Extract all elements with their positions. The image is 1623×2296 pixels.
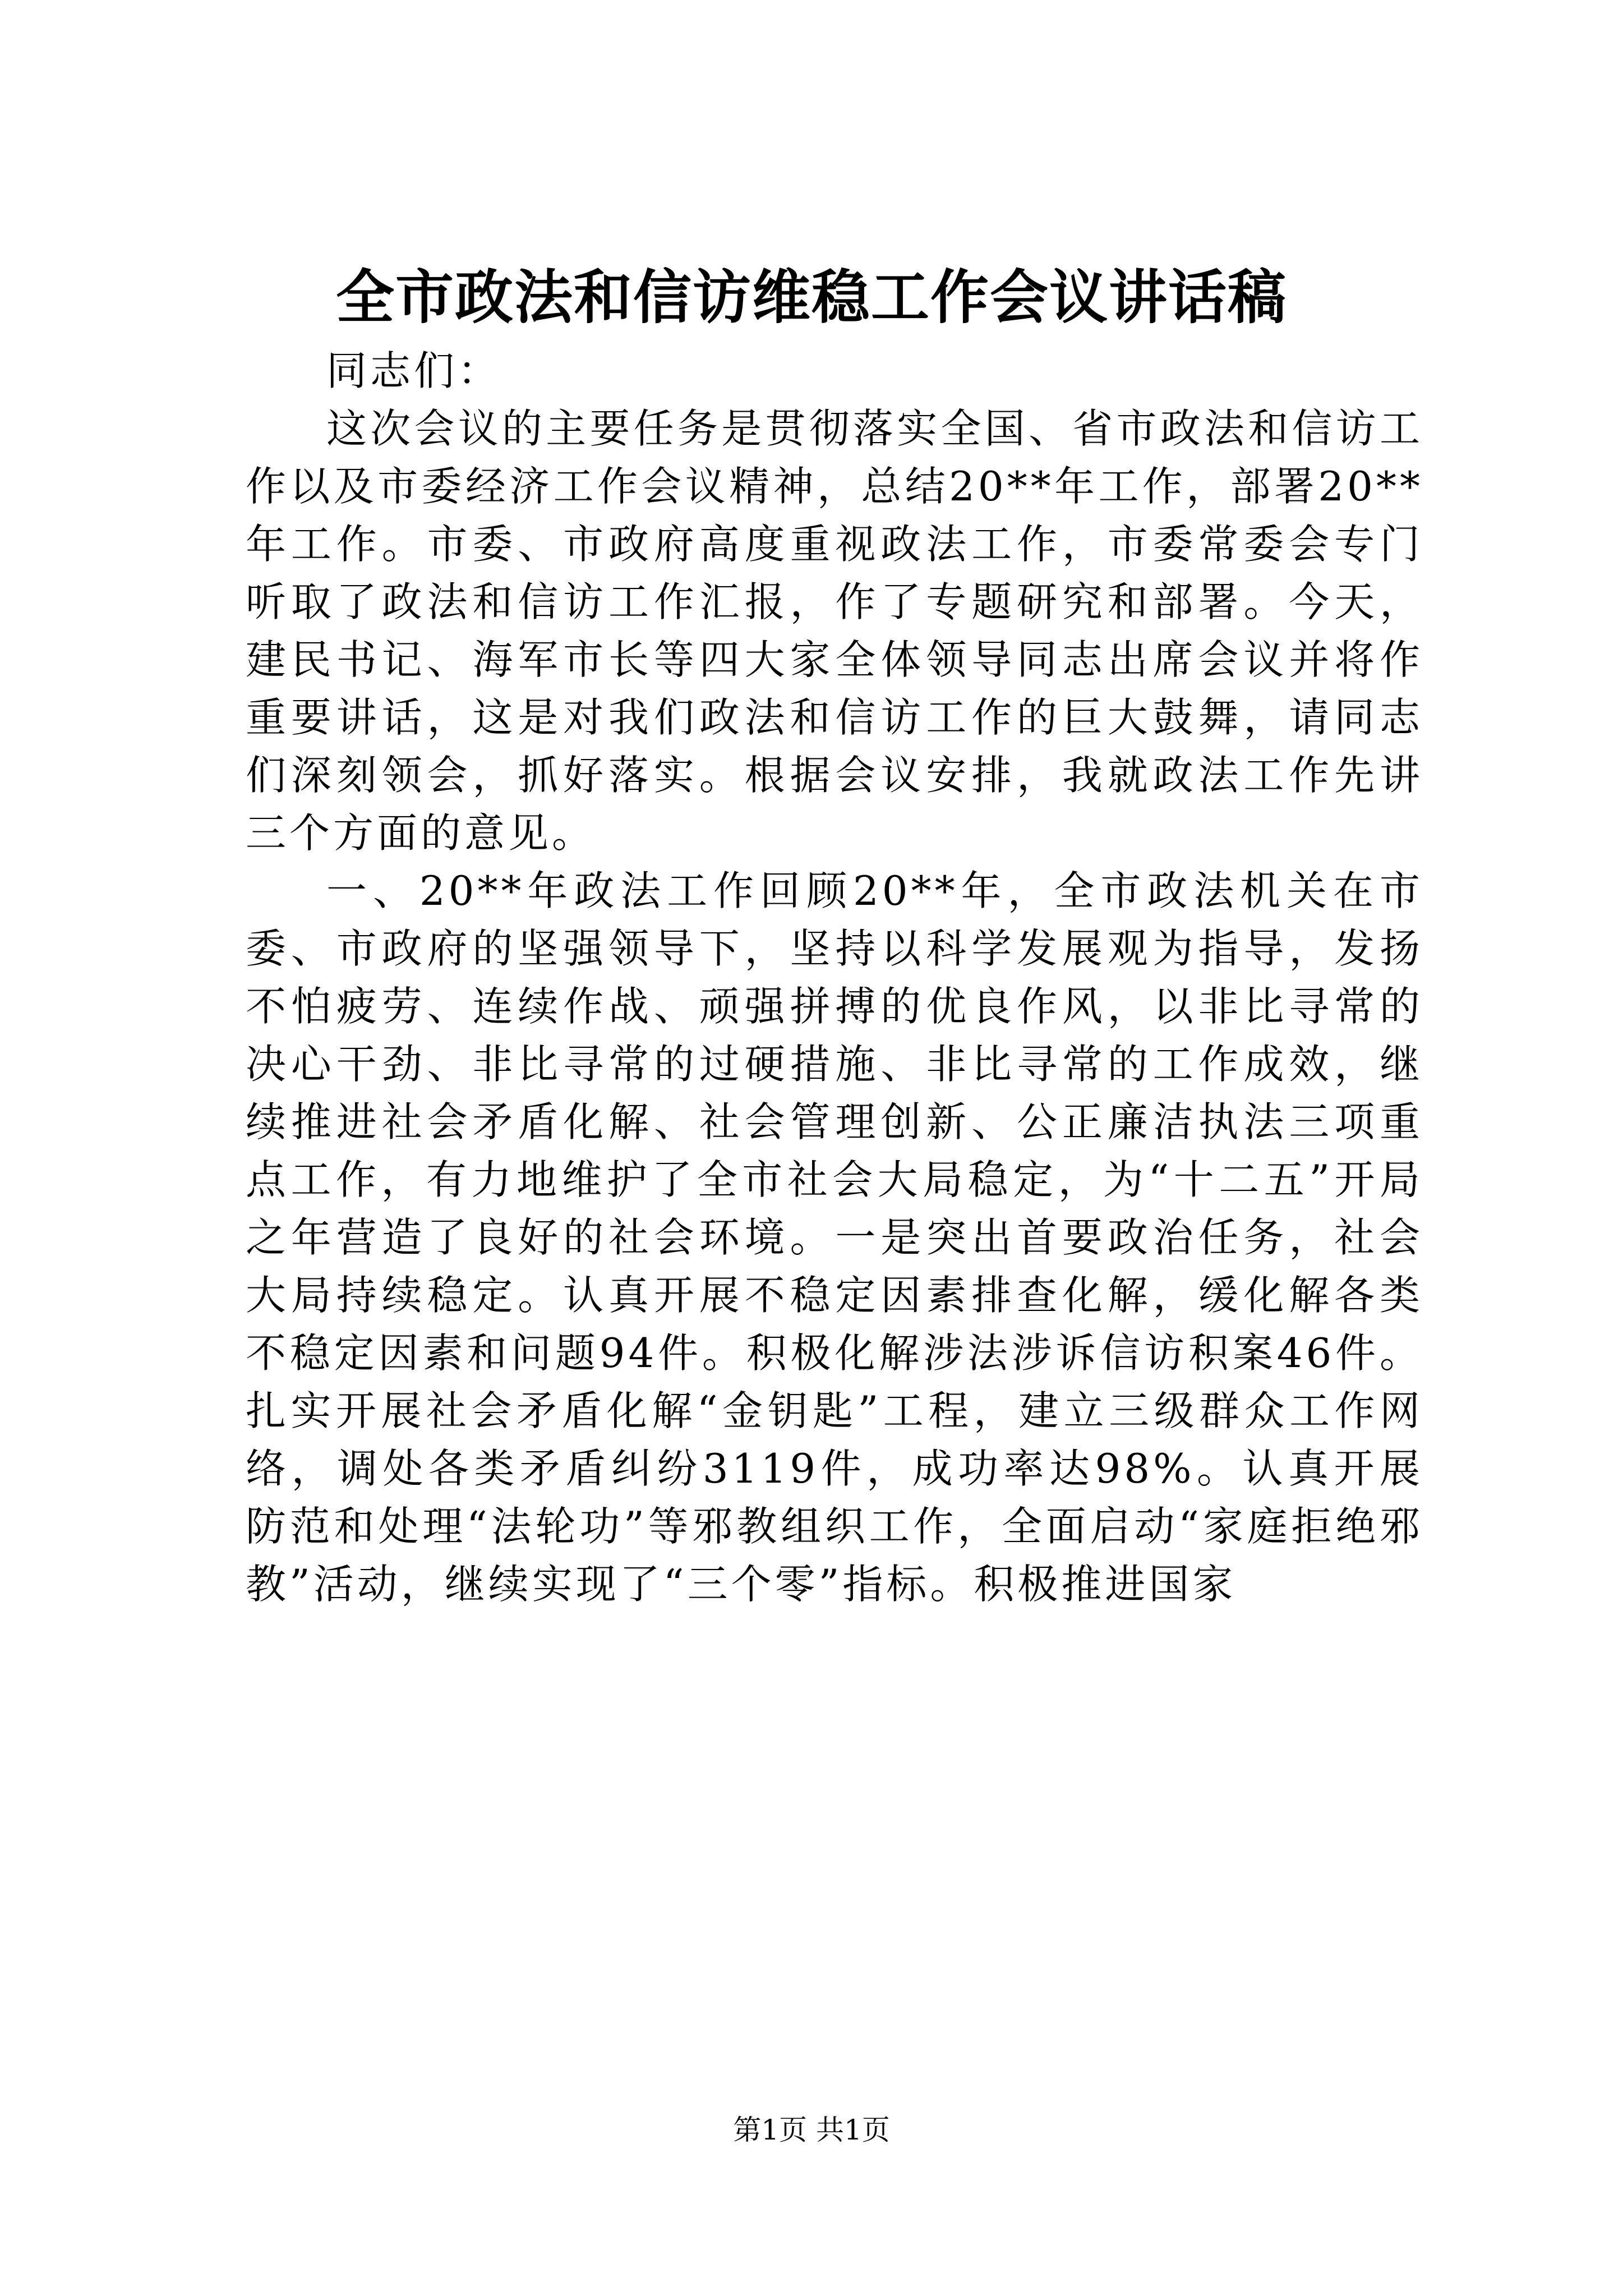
- document-title: 全市政法和信访维稳工作会议讲话稿: [335, 263, 1287, 332]
- document-body: [246, 342, 1423, 1613]
- page-footer: 第1页 共1页: [733, 2114, 890, 2146]
- body-paragraph: 这次会议的主要任务是贯彻落实全国、省市政法和信访工作以及市委经济工作会议精神，总结20**年工作，部署20**年工作。市委、市政府高度重视政法工作，市委常委会专门听取了政法和信访工作汇报，作了专题研究和部署。今天，建民书记、海军市长等四大家全体领导同志出席会议并将作重要讲话，这是对我们政法和信访工作的巨大鼓舞，请同志们深刻领会，抓好落实。根据会议安排，我就政法工作先讲三个方面的意见。: [246, 405, 1423, 857]
- salutation-paragraph: 同志们：: [326, 347, 502, 394]
- body-paragraph: 一、20**年政法工作回顾20**年，全市政法机关在市委、市政府的坚强领导下，坚持以科学发展观为指导，发扬不怕疲劳、连续作战、顽强拼搏的优良作风，以非比寻常的决心干劲、非比寻常的过硬措施、非比寻常的工作成效，继续推进社会矛盾化解、社会管理创新、公正廉洁执法三项重点工作，有力地维护了全市社会大局稳定，为“十二五”开局之年营造了良好的社会环境。一是突出首要政治任务，社会大局持续稳定。认真开展不稳定因素排查化解，缓化解各类不稳定因素和问题94件。积极化解涉法涉诉信访积案46件。扎实开展社会矛盾化解“金钥匙”工程，建立三级群众工作网络，调处各类矛盾纠纷3119件，成功率达98%。认真开展防范和处理“法轮功”等邪教组织工作，全面启动“家庭拒绝邪教”活动，继续实现了“三个零”指标。积极推进国家: [246, 867, 1423, 1608]
